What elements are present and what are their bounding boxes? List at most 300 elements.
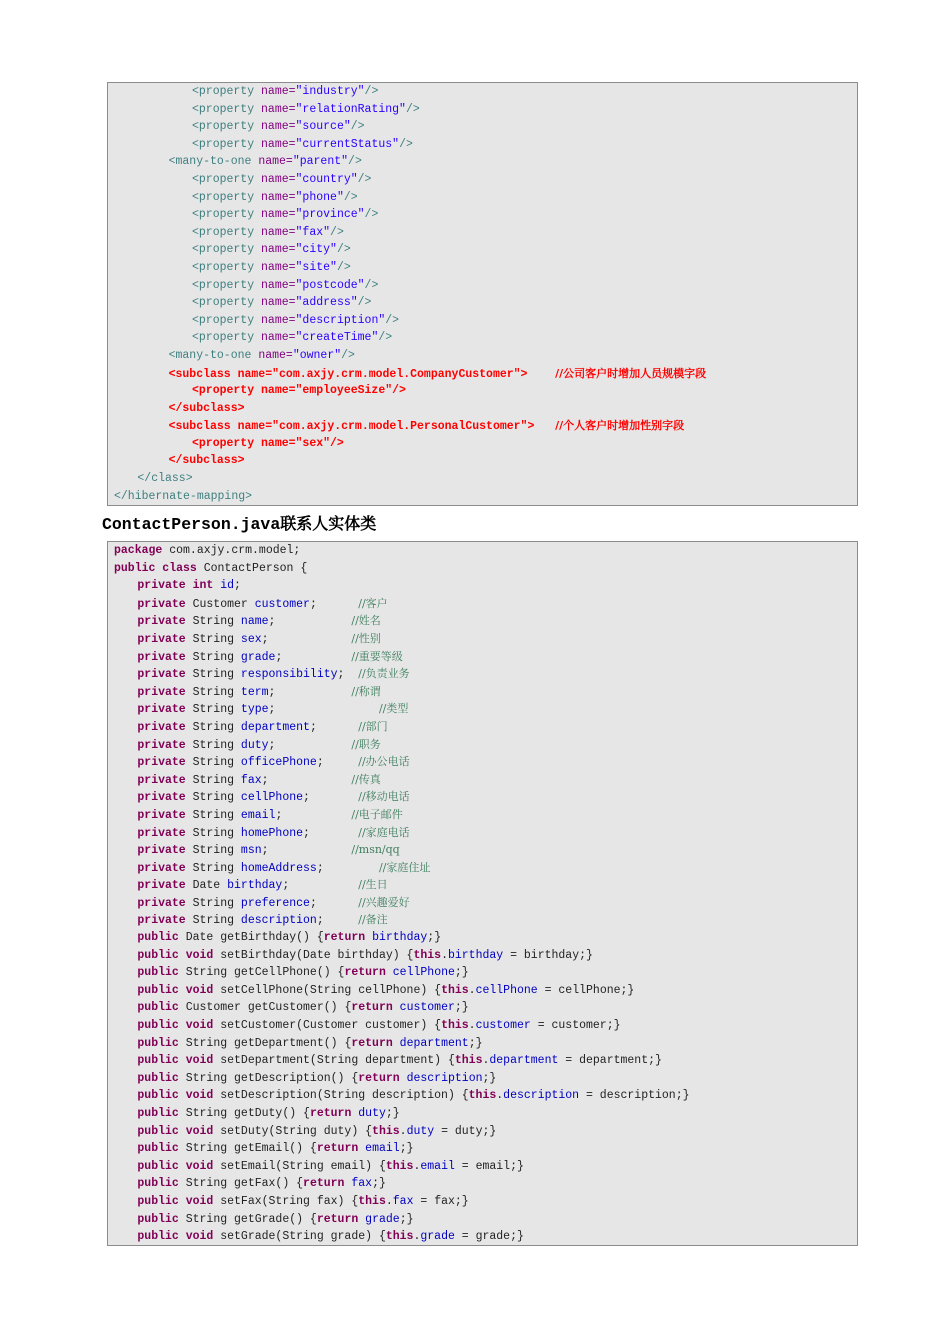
java-keyword: public [137, 1107, 179, 1120]
xml-attribute: name= [261, 190, 296, 204]
code-line [108, 171, 857, 189]
code-line [108, 488, 857, 506]
code-line [108, 648, 857, 666]
code-line [108, 118, 857, 136]
code-comment: //备注 [358, 913, 388, 927]
java-keyword: return [323, 931, 366, 945]
java-keyword: private [137, 791, 186, 805]
java-code: ; [268, 703, 379, 717]
xml-subclass-code: </subclass> [168, 454, 245, 468]
java-code [386, 966, 393, 979]
xml-tag: <property [192, 278, 262, 292]
code-line [108, 1017, 857, 1035]
code-line [108, 452, 857, 470]
java-code: ; [337, 668, 359, 682]
java-keyword: this [441, 983, 469, 997]
java-keyword: public void [137, 1159, 214, 1173]
java-code: String getDescription() { [178, 1071, 359, 1085]
java-code: String [185, 773, 241, 787]
code-comment: //性别 [351, 631, 381, 645]
code-line [108, 771, 857, 789]
xml-tag-close: /> [385, 313, 400, 327]
xml-tag-close: /> [357, 296, 372, 310]
code-line [108, 1175, 857, 1193]
java-field: fax [351, 1177, 373, 1191]
java-code: String [185, 615, 241, 629]
xml-tag: <property [192, 296, 262, 310]
code-line [108, 101, 857, 119]
java-keyword: return [351, 1036, 393, 1050]
java-code: ;} [399, 1212, 414, 1226]
java-keyword: private [137, 844, 186, 858]
java-code: com.axjy.crm.model; [162, 544, 301, 557]
xml-attribute: name= [261, 120, 296, 134]
xml-attribute: name= [261, 331, 296, 345]
heading-filename: ContactPerson.java [102, 515, 281, 534]
code-line [108, 964, 857, 982]
code-line [108, 329, 857, 347]
code-line [108, 841, 857, 859]
xml-attribute: name= [261, 225, 296, 239]
java-keyword: this [385, 1159, 414, 1173]
code-line [108, 630, 857, 648]
xml-value: "country" [295, 172, 358, 186]
code-comment: //办公电话 [358, 755, 410, 769]
java-code: . [413, 1230, 421, 1244]
xml-tag: <property [192, 190, 262, 204]
xml-tag: <property [192, 208, 262, 222]
xml-tag-close: /> [343, 190, 358, 204]
java-keyword: public class [114, 561, 197, 575]
code-line [108, 753, 857, 771]
java-code: = grade;} [454, 1230, 524, 1244]
java-keyword: public void [137, 1089, 214, 1103]
code-line [108, 560, 857, 578]
xml-attribute: name= [258, 155, 293, 169]
java-code: ; [268, 615, 352, 629]
java-code: String [185, 685, 241, 699]
java-keyword: this [413, 948, 442, 962]
java-code: ;} [468, 1036, 483, 1050]
java-field: department [240, 720, 310, 734]
java-field: preference [240, 896, 310, 910]
code-line [108, 189, 857, 207]
java-code: = birthday;} [503, 948, 593, 962]
code-line [108, 1105, 857, 1123]
code-comment: //类型 [378, 702, 409, 716]
xml-value: "owner" [292, 348, 342, 362]
code-line [108, 859, 857, 877]
java-field: birthday [372, 931, 428, 945]
java-code: Customer getCustomer() { [178, 1001, 352, 1015]
java-code: . [468, 1019, 476, 1033]
xml-value: "description" [295, 313, 386, 327]
xml-value: "address" [295, 296, 358, 310]
xml-tag: <property [192, 172, 262, 186]
java-code: ; [282, 879, 359, 893]
code-comment: //公司客户时增加人员规模字段 [555, 366, 707, 380]
xml-tag-close: /> [364, 85, 379, 98]
code-line [108, 83, 857, 101]
java-keyword: this [468, 1089, 497, 1103]
code-line [108, 683, 857, 701]
java-field: description [240, 914, 317, 928]
java-code: . [468, 983, 476, 997]
java-code: ; [268, 738, 352, 752]
java-keyword: private [137, 756, 186, 770]
xml-value: "fax" [295, 225, 331, 239]
xml-code-block [107, 82, 858, 506]
java-keyword: private [137, 597, 186, 611]
xml-value: "industry" [295, 85, 365, 98]
java-field: department [399, 1036, 469, 1050]
java-code: . [399, 1124, 407, 1138]
code-comment: //家庭电话 [358, 825, 410, 839]
java-keyword: public void [137, 1019, 214, 1033]
java-code-block [107, 541, 858, 1246]
java-field: cellPhone [392, 966, 455, 980]
code-line [108, 700, 857, 718]
xml-tag-close: /> [341, 348, 355, 362]
xml-tag: <many-to-one [168, 155, 259, 169]
java-code: setCellPhone(String cellPhone) { [213, 983, 442, 997]
java-field: cellPhone [240, 791, 304, 805]
java-keyword: private [137, 826, 186, 840]
java-code: . [482, 1054, 490, 1068]
java-code: ; [261, 773, 352, 787]
code-line [108, 982, 857, 1000]
code-line [108, 1228, 857, 1246]
java-code: ; [261, 844, 352, 858]
xml-value: "currentStatus" [295, 137, 400, 151]
java-keyword: public void [137, 1054, 214, 1068]
code-line [108, 153, 857, 171]
code-comment: //个人客户时增加性别字段 [555, 419, 685, 433]
code-line [108, 435, 857, 453]
java-keyword: public [137, 1071, 179, 1085]
java-code: String [185, 861, 241, 875]
code-line [108, 788, 857, 806]
java-code: ; [309, 720, 359, 734]
java-keyword: private [137, 650, 186, 664]
java-field: homeAddress [240, 861, 317, 875]
xml-subclass-code: <property name="employeeSize"/> [192, 384, 406, 398]
java-code [393, 1037, 400, 1050]
code-line [108, 577, 857, 595]
code-comment: //称谓 [351, 684, 381, 698]
java-keyword: return [358, 1071, 400, 1085]
xml-attribute: name= [261, 243, 296, 257]
heading-title: 联系人实体类 [280, 514, 377, 533]
code-line [108, 417, 857, 435]
java-keyword: this [385, 1230, 414, 1244]
xml-tag-close: /> [350, 120, 365, 134]
java-code: ;} [482, 1071, 497, 1085]
java-code: = email;} [454, 1159, 524, 1173]
xml-attribute: name= [261, 172, 296, 186]
java-field: homePhone [240, 826, 304, 840]
java-field: fax [392, 1194, 414, 1208]
xml-tag-close: /> [348, 155, 362, 169]
code-line [108, 382, 857, 400]
code-comment: //家庭住址 [378, 860, 431, 874]
java-code: String [185, 738, 241, 752]
java-code: String [185, 650, 241, 664]
java-code [400, 1072, 407, 1085]
code-line [108, 277, 857, 295]
java-keyword: return [316, 1212, 359, 1226]
code-line [108, 1158, 857, 1176]
java-keyword: public void [137, 1124, 214, 1138]
code-line [108, 1193, 857, 1211]
java-keyword: public void [137, 983, 214, 997]
java-keyword: this [454, 1054, 483, 1068]
java-keyword: return [344, 966, 386, 980]
xml-tag-close: /> [336, 243, 351, 257]
code-line [108, 542, 857, 560]
xml-tag: <property [192, 102, 262, 116]
java-code: ; [316, 756, 359, 770]
java-field: sex [240, 632, 262, 646]
xml-tag: <many-to-one [168, 348, 259, 362]
java-field: duty [406, 1124, 435, 1138]
java-field: grade [240, 650, 276, 664]
java-code: String [185, 703, 241, 717]
xml-tag: <property [192, 137, 262, 151]
xml-tag: </hibernate-mapping> [114, 489, 253, 503]
xml-subclass-code: <subclass name="com.axjy.crm.model.PersonalCustomer"> [168, 420, 556, 434]
xml-value: "relationRating" [295, 102, 406, 116]
xml-value: "postcode" [295, 278, 365, 292]
xml-value: "city" [295, 243, 337, 257]
code-comment: //传真 [351, 772, 381, 786]
code-comment: //msn/qq [351, 843, 400, 857]
code-comment: //兴趣爱好 [358, 895, 410, 909]
java-field: cellPhone [475, 983, 538, 997]
java-code: ; [309, 896, 359, 910]
code-line [108, 224, 857, 242]
java-field: birthday [447, 948, 504, 962]
java-code: Date [185, 879, 228, 893]
code-line [108, 947, 857, 965]
java-field: name [240, 615, 269, 629]
java-keyword: private [137, 668, 186, 682]
code-line [108, 911, 857, 929]
xml-value: "phone" [295, 190, 344, 204]
java-code: String [185, 632, 241, 646]
code-line [108, 470, 857, 488]
java-code: . [496, 1089, 504, 1103]
java-keyword: package [114, 544, 163, 557]
xml-tag-close: /> [330, 225, 344, 239]
xml-subclass-code: <property name="sex"/> [192, 436, 344, 450]
code-comment: //生日 [358, 878, 388, 892]
xml-attribute: name= [258, 348, 293, 362]
java-field: customer [254, 597, 310, 611]
code-line [108, 595, 857, 613]
java-code: setBirthday(Date birthday) { [213, 948, 414, 962]
java-code: Date getBirthday() { [178, 931, 324, 945]
code-comment: //部门 [358, 719, 388, 733]
java-code: String getCellPhone() { [178, 966, 345, 980]
java-code: ; [303, 791, 359, 805]
java-keyword: public [137, 931, 179, 945]
java-code: = cellPhone;} [537, 983, 635, 997]
code-line [108, 929, 857, 947]
java-code: String [185, 826, 241, 840]
java-keyword: private [137, 720, 186, 734]
java-code: String getEmail() { [178, 1142, 317, 1156]
code-line [108, 999, 857, 1017]
code-comment: //姓名 [351, 614, 381, 628]
java-code: String getGrade() { [178, 1212, 317, 1226]
code-line [108, 241, 857, 259]
code-line [108, 806, 857, 824]
xml-value: "site" [295, 260, 337, 274]
java-code: setEmail(String email) { [213, 1159, 386, 1173]
xml-tag: <property [192, 243, 262, 257]
java-code: ;} [454, 1001, 469, 1015]
java-code: ;} [399, 1142, 414, 1156]
xml-tag-close: /> [378, 331, 393, 345]
java-keyword: private [137, 808, 186, 822]
java-code: String [185, 808, 241, 822]
xml-tag: <property [192, 225, 262, 239]
java-code: String [185, 914, 241, 928]
java-code: Customer [185, 597, 255, 611]
xml-attribute: name= [261, 278, 296, 292]
java-code: . [413, 1159, 421, 1173]
java-keyword: private [137, 615, 186, 629]
code-comment: //重要等级 [351, 649, 403, 663]
code-line [108, 665, 857, 683]
xml-subclass-code: <subclass name="com.axjy.crm.model.CompanyCustomer"> [168, 367, 556, 381]
code-line [108, 876, 857, 894]
java-keyword: public [137, 966, 179, 980]
java-keyword: private int [137, 579, 214, 593]
java-keyword: public [137, 1036, 179, 1050]
xml-tag-close: /> [336, 260, 351, 274]
xml-tag: </class> [137, 472, 193, 486]
code-line [108, 612, 857, 630]
java-keyword: private [137, 773, 186, 787]
xml-tag: <property [192, 260, 262, 274]
java-field: birthday [227, 879, 283, 893]
java-code: = duty;} [434, 1124, 497, 1138]
code-line [108, 1052, 857, 1070]
java-code: setFax(String fax) { [213, 1194, 359, 1208]
code-line [108, 400, 857, 418]
java-code: = description;} [579, 1089, 690, 1103]
code-comment: //职务 [351, 737, 381, 751]
code-comment: //负责业务 [358, 667, 410, 681]
code-line [108, 206, 857, 224]
java-code: String [185, 896, 241, 910]
java-keyword: return [351, 1001, 393, 1015]
java-field: type [240, 703, 269, 717]
java-code: ContactPerson { [196, 561, 308, 575]
section-heading [102, 513, 376, 535]
xml-value: "province" [295, 208, 365, 222]
xml-tag-close: /> [364, 278, 379, 292]
java-field: email [365, 1142, 400, 1156]
java-field: description [406, 1071, 483, 1085]
java-field: email [420, 1159, 455, 1173]
xml-attribute: name= [261, 296, 296, 310]
java-field: customer [475, 1019, 531, 1033]
xml-attribute: name= [261, 313, 296, 327]
code-line [108, 259, 857, 277]
java-field: grade [420, 1230, 455, 1244]
java-field: grade [365, 1212, 400, 1226]
java-keyword: return [303, 1177, 345, 1191]
java-field: id [220, 579, 235, 593]
java-keyword: this [372, 1124, 400, 1138]
java-code: String [185, 791, 241, 805]
java-code [393, 1001, 400, 1014]
java-keyword: private [137, 879, 186, 893]
java-keyword: private [137, 896, 186, 910]
java-field: fax [240, 773, 262, 787]
code-comment: //客户 [358, 596, 388, 610]
java-code: ; [268, 685, 352, 699]
xml-tag-close: /> [364, 208, 379, 222]
java-code: setGrade(String grade) { [213, 1230, 386, 1244]
java-code: ; [316, 861, 379, 875]
java-keyword: private [137, 914, 186, 928]
xml-value: "parent" [292, 155, 349, 169]
java-code: String [185, 668, 241, 682]
java-code: setCustomer(Customer customer) { [213, 1019, 442, 1033]
java-keyword: private [137, 685, 186, 699]
java-code: ; [234, 579, 241, 593]
java-keyword: public void [137, 1230, 214, 1244]
java-code: String getFax() { [178, 1177, 304, 1191]
code-line [108, 1140, 857, 1158]
java-code: . [385, 1194, 393, 1208]
xml-value: "source" [295, 120, 351, 134]
java-field: term [240, 685, 269, 699]
java-code: setDuty(String duty) { [213, 1124, 373, 1138]
java-code: . [441, 948, 448, 962]
java-code: ; [261, 632, 352, 646]
java-keyword: public void [137, 1194, 214, 1208]
java-keyword: private [137, 861, 186, 875]
java-keyword: public [137, 1177, 179, 1191]
xml-tag-close: /> [405, 102, 420, 116]
java-code: String [185, 720, 241, 734]
java-code: setDepartment(String department) { [213, 1054, 455, 1068]
xml-tag-close: /> [399, 137, 413, 151]
xml-value: "createTime" [295, 331, 379, 345]
java-keyword: public void [137, 948, 214, 962]
xml-tag-close: /> [357, 172, 372, 186]
java-keyword: this [358, 1194, 386, 1208]
xml-tag: <property [192, 85, 262, 98]
java-code: = fax;} [413, 1194, 469, 1208]
java-code: ; [316, 914, 359, 928]
java-keyword: return [316, 1142, 359, 1156]
code-line [108, 1035, 857, 1053]
java-field: officePhone [240, 756, 317, 770]
java-keyword: public [137, 1001, 179, 1015]
xml-attribute: name= [261, 208, 296, 222]
java-keyword: public [137, 1212, 179, 1226]
java-field: customer [399, 1001, 455, 1015]
code-line [108, 1070, 857, 1088]
java-code: = customer;} [530, 1019, 621, 1033]
code-line [108, 894, 857, 912]
